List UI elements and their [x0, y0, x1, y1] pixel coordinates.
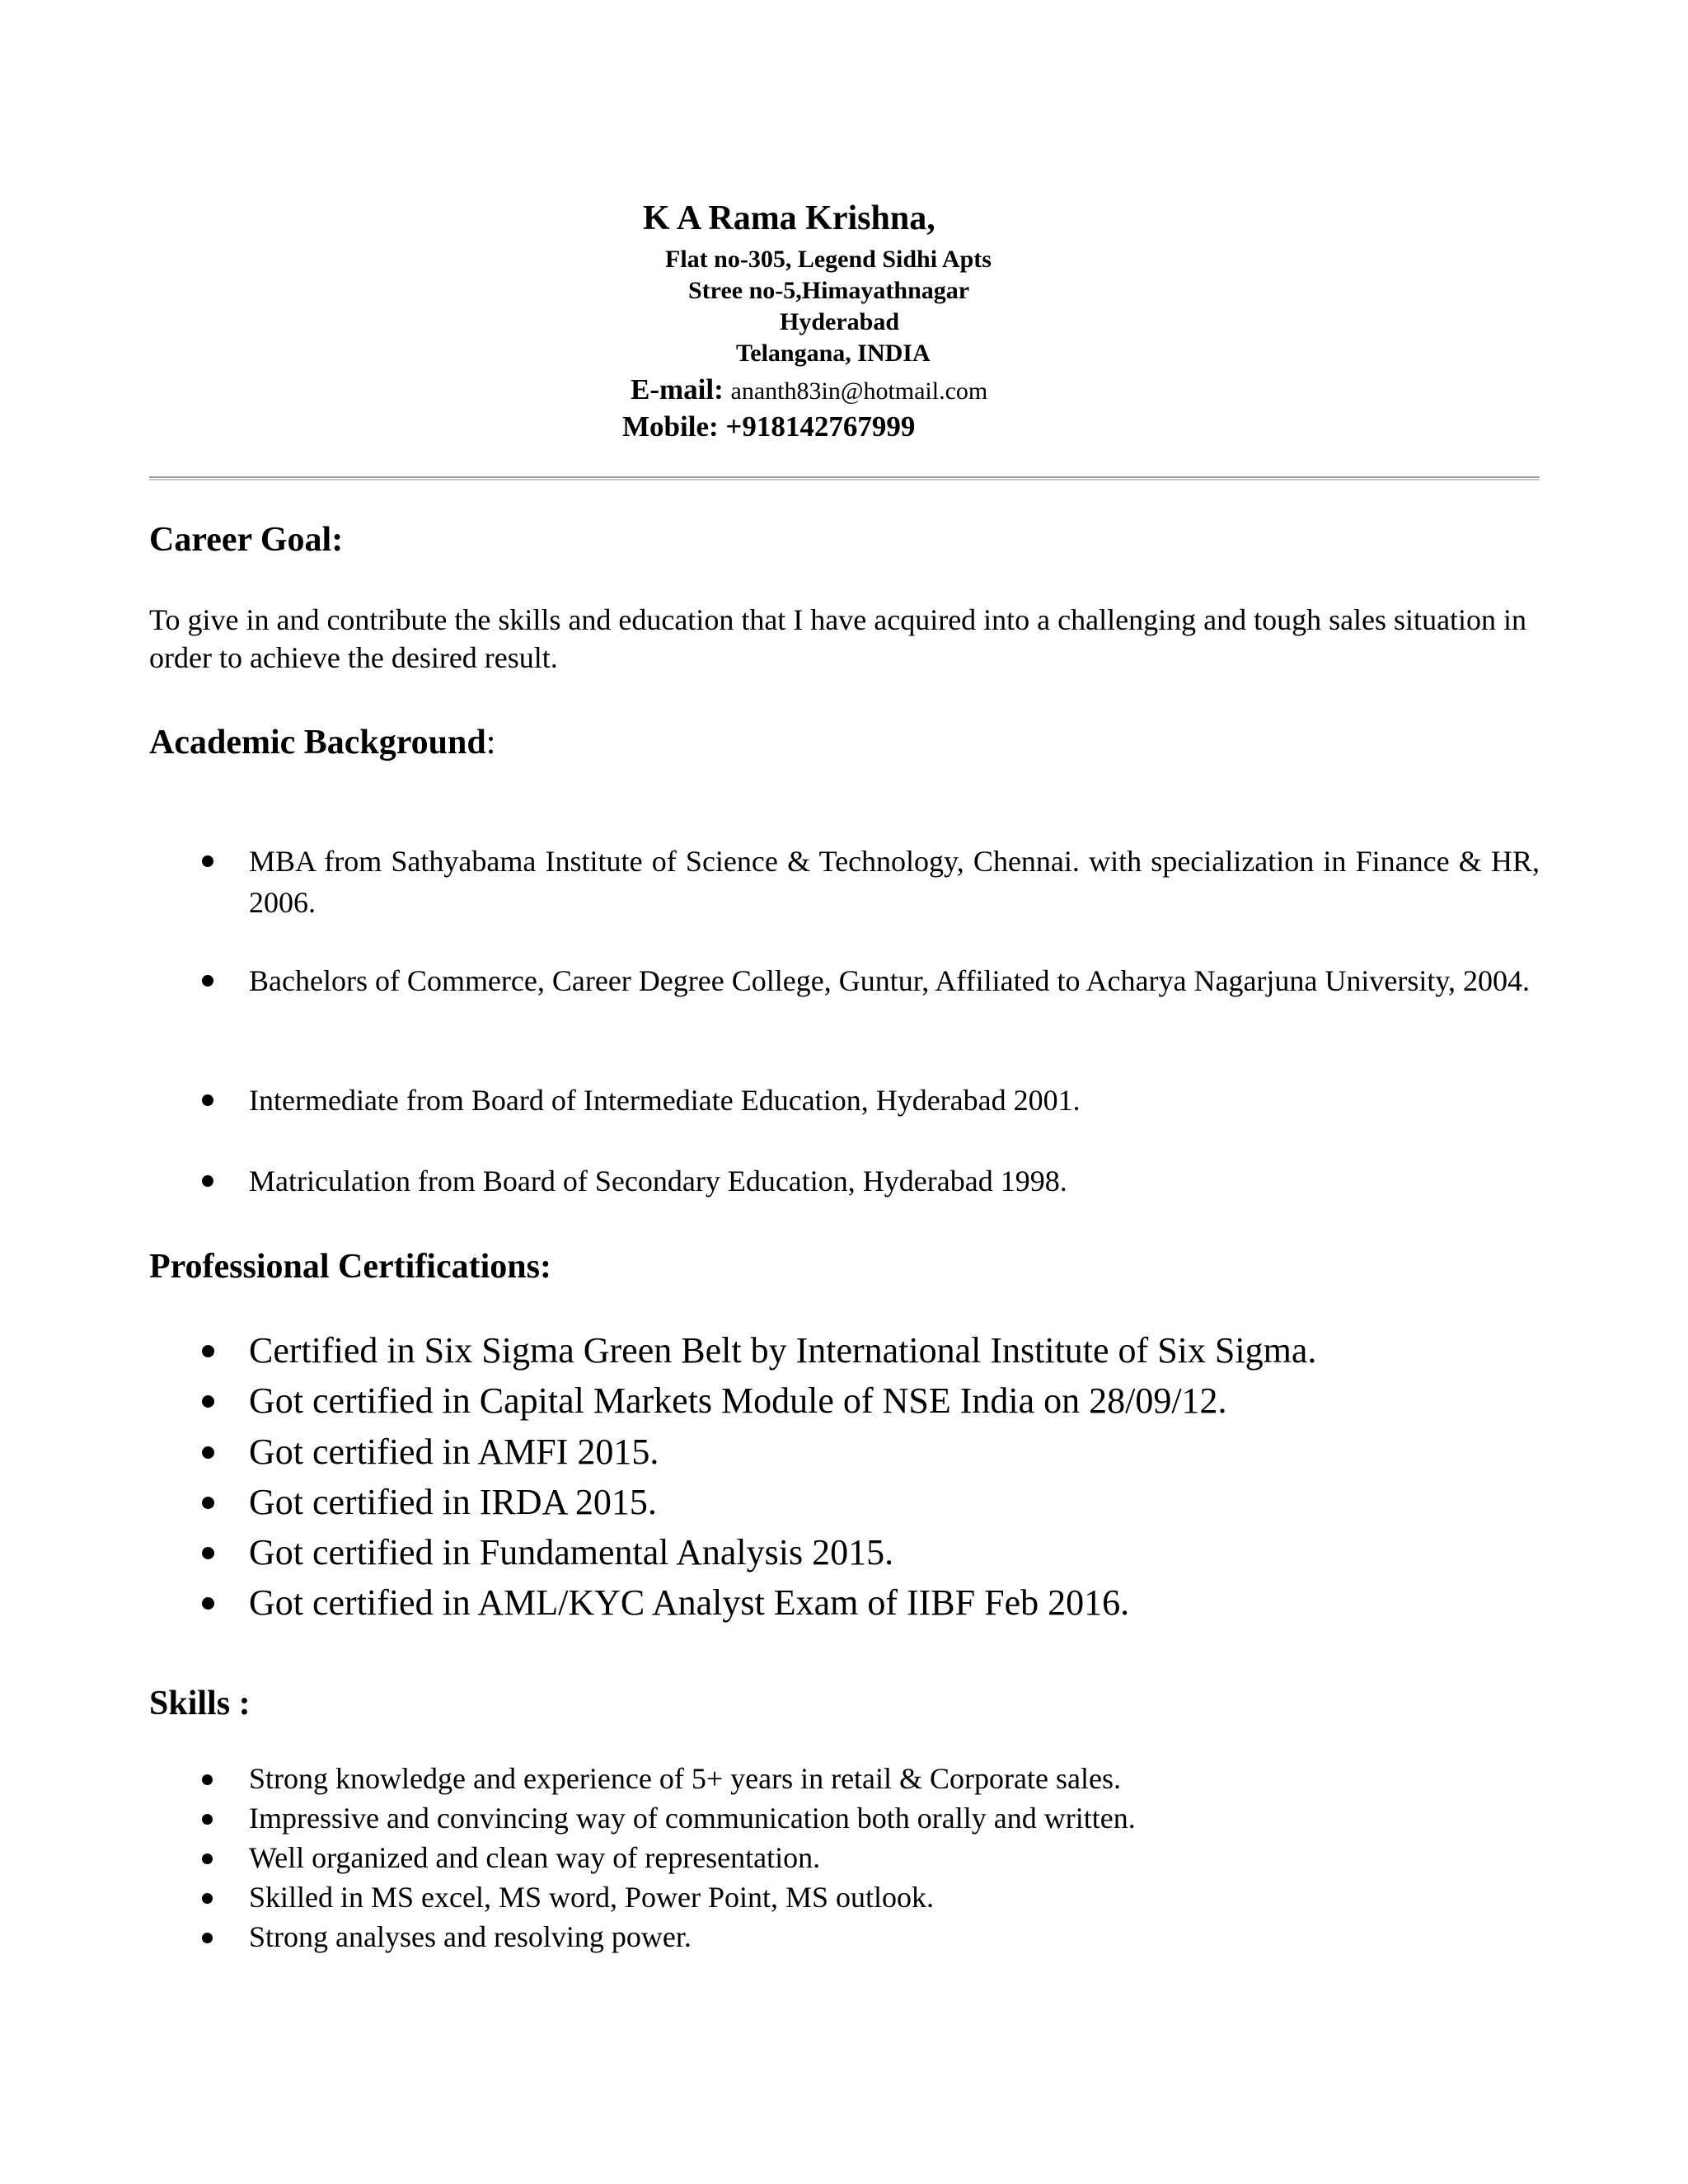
academic-item-text: Bachelors of Commerce, Career Degree College, Guntur, Affiliated to Acharya Nagarjuna University, 2004.: [249, 964, 1531, 997]
skills-heading: Skills :: [149, 1685, 251, 1722]
bullet-icon: [202, 1446, 214, 1459]
academic-heading: [149, 725, 495, 760]
certification-item: [249, 1330, 1317, 1371]
certification-item: [249, 1434, 659, 1470]
academic-item: [249, 1160, 1067, 1202]
email-label: E-mail:: [631, 373, 724, 405]
academic-item-text: MBA from Sathyabama Institute of Science & Technology, Chennai. with specialization in Finance & HR, 2006.: [249, 845, 1540, 919]
address-line-3: Hyderabad: [780, 308, 900, 335]
certification-item-text: Got certified in Capital Markets Module of NSE India on 28/09/12.: [249, 1380, 1227, 1421]
bullet-icon: [202, 1497, 214, 1509]
address-line-2: Stree no-5,Himayathnagar: [688, 277, 970, 304]
bullet-icon: [202, 855, 213, 867]
address-line-1: Flat no-305, Legend Sidhi Apts: [665, 246, 992, 273]
academic-item-text: Matriculation from Board of Secondary Education, Hyderabad 1998.: [249, 1165, 1067, 1197]
skill-item: [249, 1922, 692, 1952]
academic-item: [249, 841, 1540, 923]
bullet-icon: [202, 1814, 213, 1825]
academic-item: [249, 960, 1540, 1001]
certification-item-text: Certified in Six Sigma Green Belt by International Institute of Six Sigma.: [249, 1330, 1317, 1371]
certification-item: [249, 1532, 894, 1572]
career-goal-text: To give in and contribute the skills and education that I have acquired into a challenging and tough sales situation in order to achieve the desired result.: [149, 603, 1527, 674]
bullet-icon: [202, 1933, 213, 1943]
bullet-icon: [202, 1345, 214, 1357]
skill-item: [249, 1803, 1136, 1833]
email-line: [631, 375, 987, 404]
bullet-icon: [202, 975, 213, 987]
certifications-heading: Professional Certifications:: [149, 1248, 551, 1286]
skill-item-text: Strong knowledge and experience of 5+ years in retail & Corporate sales.: [249, 1762, 1121, 1795]
bullet-icon: [202, 1175, 213, 1187]
bullet-icon: [202, 1854, 213, 1864]
bullet-icon: [202, 1547, 214, 1559]
academic-heading-colon: :: [485, 724, 496, 762]
bullet-icon: [202, 1893, 213, 1904]
certification-item-text: Got certified in AMFI 2015.: [249, 1432, 659, 1472]
academic-item-text: Intermediate from Board of Intermediate Education, Hyderabad 2001.: [249, 1084, 1081, 1117]
email-value: ananth83in@hotmail.com: [730, 377, 988, 405]
skill-item: [249, 1882, 934, 1912]
certification-item: [249, 1380, 1227, 1421]
address-line-4: Telangana, INDIA: [736, 340, 931, 367]
skill-item: [249, 1843, 820, 1872]
skill-item: [249, 1764, 1121, 1793]
career-goal-heading: Career Goal:: [149, 521, 344, 559]
candidate-name: K A Rama Krishna,: [643, 199, 935, 237]
skill-item-text: Well organized and clean way of representation.: [249, 1841, 821, 1874]
bullet-icon: [202, 1395, 214, 1408]
academic-item: [249, 1080, 1081, 1121]
certification-item: [249, 1582, 1130, 1623]
bullet-icon: [202, 1597, 214, 1610]
certification-item-text: Got certified in IRDA 2015.: [249, 1482, 657, 1522]
academic-heading-text: Academic Background: [149, 724, 486, 762]
mobile-line: Mobile: +918142767999: [622, 410, 916, 443]
bullet-icon: [202, 1094, 213, 1106]
skill-item-text: Strong analyses and resolving power.: [249, 1920, 692, 1953]
skill-item-text: Impressive and convincing way of communication both orally and written.: [249, 1802, 1136, 1835]
bullet-icon: [202, 1774, 213, 1785]
certification-item-text: Got certified in AML/KYC Analyst Exam of IIBF Feb 2016.: [249, 1582, 1130, 1623]
header-divider: [149, 476, 1540, 480]
certification-item-text: Got certified in Fundamental Analysis 2015.: [249, 1532, 894, 1572]
certification-item: [249, 1484, 657, 1521]
skill-item-text: Skilled in MS excel, MS word, Power Point, MS outlook.: [249, 1881, 935, 1914]
